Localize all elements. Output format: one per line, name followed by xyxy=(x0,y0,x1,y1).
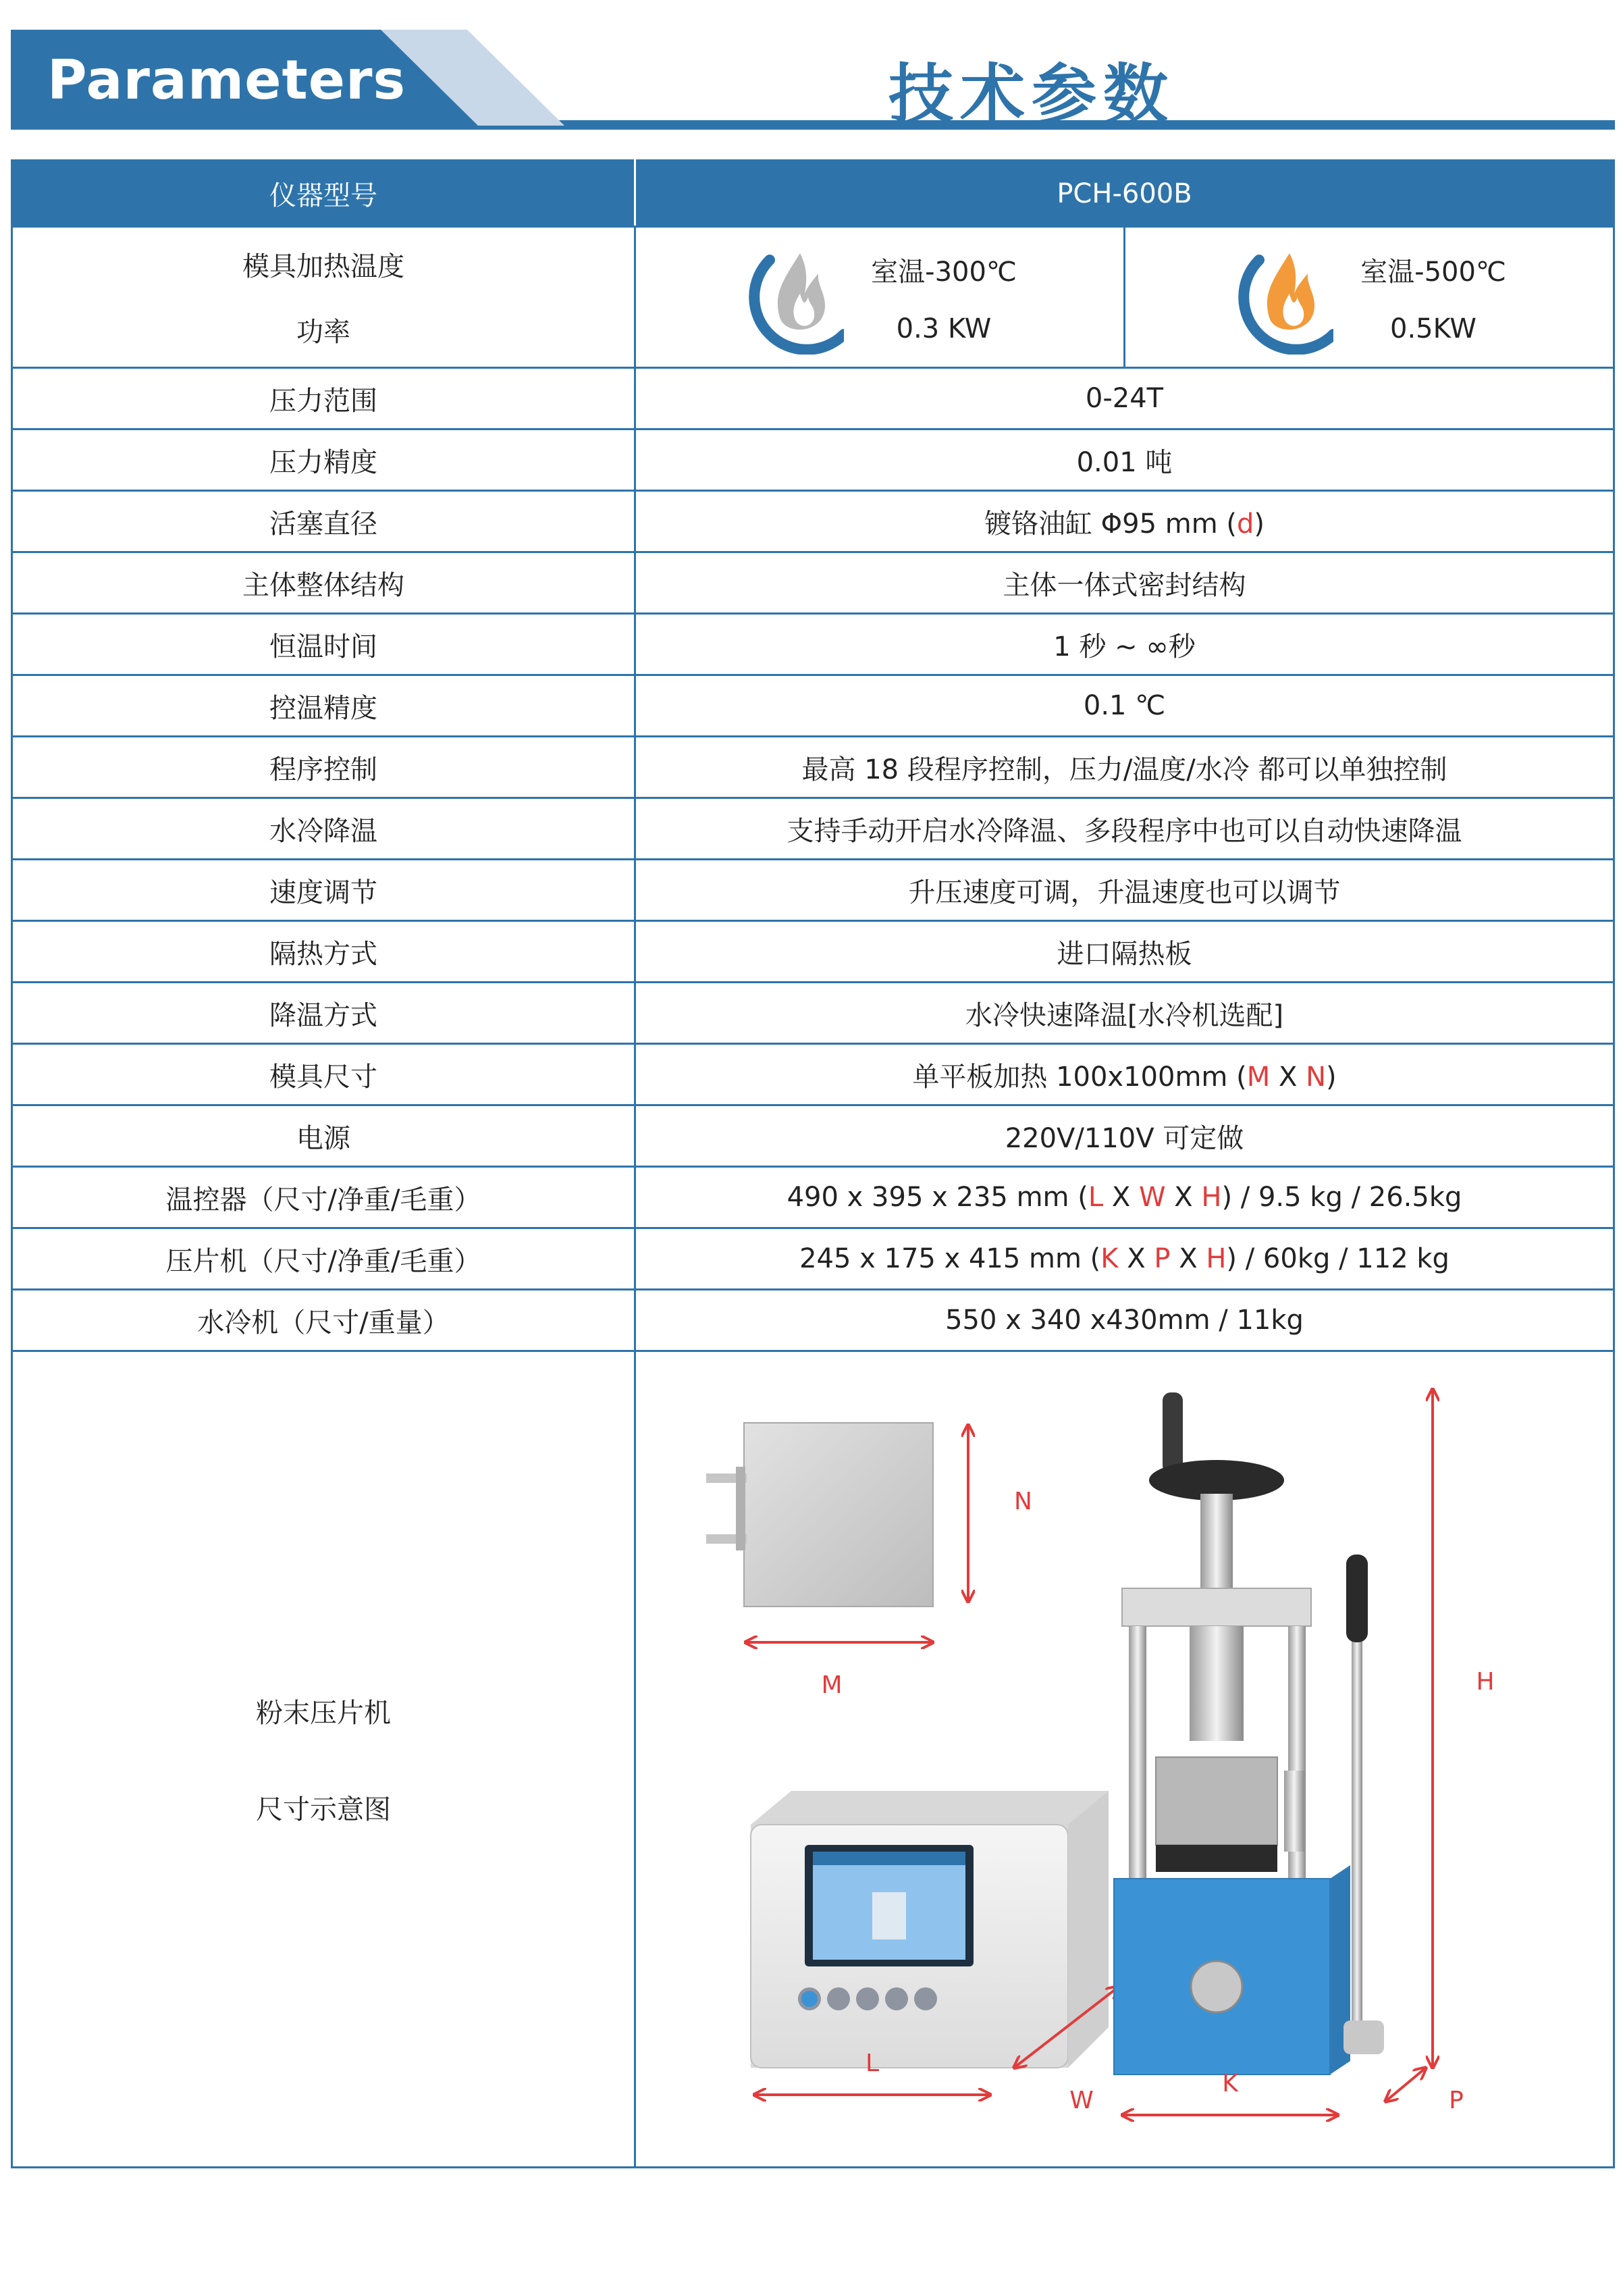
value-text: 245 x 175 x 415 mm ( xyxy=(799,1243,1101,1274)
dim-letter: M xyxy=(1246,1061,1271,1093)
row-value: 主体一体式密封结构 xyxy=(635,552,1614,614)
table-row xyxy=(12,491,1614,552)
value-text: 镀铬油缸 Φ95 mm ( xyxy=(984,508,1238,540)
heating-temp-300: 室温-300℃ xyxy=(871,256,1017,288)
figure-label-product: 粉末压片机 xyxy=(256,1698,391,1729)
heating-temp-500: 室温-500℃ xyxy=(1360,256,1506,288)
table-row xyxy=(12,1105,1614,1167)
figure-row xyxy=(12,1351,1614,2168)
dim-label-k: K xyxy=(1222,2070,1238,2097)
row-value: 水冷快速降温[水冷机选配] xyxy=(635,983,1614,1044)
heating-power-03: 0.3 KW xyxy=(896,313,992,344)
banner-title-cn: 技术参数 xyxy=(888,57,1175,132)
row-label: 模具尺寸 xyxy=(12,1044,635,1105)
value-text: ) / 60kg / 112 kg xyxy=(1226,1243,1449,1274)
table-row xyxy=(12,429,1614,491)
row-value: 0.01 吨 xyxy=(635,429,1614,491)
row-value: 1 秒 ~ ∞秒 xyxy=(635,614,1614,675)
row-label: 活塞直径 xyxy=(12,491,635,552)
value-text: 490 x 395 x 235 mm ( xyxy=(787,1182,1088,1213)
heating-option-300 xyxy=(635,227,1125,368)
row-value xyxy=(635,1044,1614,1105)
table-row xyxy=(12,1228,1614,1290)
dim-letter: H xyxy=(1201,1182,1222,1213)
header-label: 仪器型号 xyxy=(12,161,635,227)
row-value xyxy=(635,1228,1614,1290)
table-header-row xyxy=(12,161,1614,227)
table-row xyxy=(12,798,1614,860)
heating-row xyxy=(12,227,1614,368)
row-value xyxy=(635,491,1614,552)
row-value: 0-24T xyxy=(635,368,1614,429)
row-label: 水冷降温 xyxy=(12,798,635,860)
header-model: PCH-600B xyxy=(635,161,1614,227)
banner-title-en: Parameters xyxy=(47,49,406,111)
row-label: 压片机（尺寸/净重/毛重） xyxy=(12,1228,635,1290)
row-value: 最高 18 段程序控制，压力/温度/水冷 都可以单独控制 xyxy=(635,737,1614,798)
table-row xyxy=(12,552,1614,614)
table-row xyxy=(12,921,1614,983)
table-row xyxy=(12,675,1614,737)
row-label: 控温精度 xyxy=(12,675,635,737)
row-value: 550 x 340 x430mm / 11kg xyxy=(635,1290,1614,1351)
row-value: 220V/110V 可定做 xyxy=(635,1105,1614,1167)
value-text: ) xyxy=(1254,508,1265,540)
temperature-controller xyxy=(751,1791,1109,2068)
dim-label-m: M xyxy=(821,1671,843,1699)
value-text: X xyxy=(1165,1182,1202,1213)
row-label: 降温方式 xyxy=(12,983,635,1044)
row-value xyxy=(635,1167,1614,1228)
row-label: 电源 xyxy=(12,1105,635,1167)
value-text: 单平板加热 100x100mm ( xyxy=(912,1061,1247,1093)
row-label: 隔热方式 xyxy=(12,921,635,983)
value-text: ) xyxy=(1326,1061,1337,1093)
row-label: 水冷机（尺寸/重量） xyxy=(12,1290,635,1351)
value-text: ) / 9.5 kg / 26.5kg xyxy=(1221,1182,1462,1213)
heating-power-05: 0.5KW xyxy=(1390,313,1476,344)
tablet-press xyxy=(1114,1392,1384,2075)
value-text: X xyxy=(1170,1243,1206,1274)
table-row xyxy=(12,614,1614,675)
dim-letter: P xyxy=(1154,1243,1171,1274)
dim-letter: L xyxy=(1088,1182,1104,1213)
table-row xyxy=(12,737,1614,798)
spec-table xyxy=(11,159,1615,2168)
heating-label-temp: 模具加热温度 xyxy=(242,251,404,282)
dim-label-n: N xyxy=(1014,1488,1032,1515)
dim-letter: W xyxy=(1138,1182,1166,1213)
table-row xyxy=(12,983,1614,1044)
value-text: X xyxy=(1103,1182,1139,1213)
row-value: 升压速度可调，升温速度也可以调节 xyxy=(635,860,1614,921)
dim-letter: d xyxy=(1237,508,1254,540)
value-text: X xyxy=(1118,1243,1154,1274)
dim-label-p: P xyxy=(1449,2087,1464,2114)
row-label: 压力精度 xyxy=(12,429,635,491)
row-value: 0.1 ℃ xyxy=(635,675,1614,737)
table-row xyxy=(12,368,1614,429)
dimension-figure xyxy=(636,1352,1615,2166)
flame-orange-icon xyxy=(1232,240,1333,355)
dim-letter: K xyxy=(1100,1243,1119,1274)
row-label: 恒温时间 xyxy=(12,614,635,675)
row-label: 压力范围 xyxy=(12,368,635,429)
dim-label-l: L xyxy=(865,2050,880,2077)
heating-option-500 xyxy=(1125,227,1614,368)
row-label: 程序控制 xyxy=(12,737,635,798)
flame-gray-icon xyxy=(743,240,844,355)
dim-label-h: H xyxy=(1476,1668,1495,1696)
figure-label-diagram: 尺寸示意图 xyxy=(256,1794,391,1825)
dim-letter: H xyxy=(1206,1243,1227,1274)
dimension-diagram xyxy=(635,1351,1614,2168)
row-label: 温控器（尺寸/净重/毛重） xyxy=(12,1167,635,1228)
row-value: 支持手动开启水冷降温、多段程序中也可以自动快速降温 xyxy=(635,798,1614,860)
table-row xyxy=(12,1044,1614,1105)
header-banner xyxy=(11,30,1615,131)
row-label: 主体整体结构 xyxy=(12,552,635,614)
heating-label-power: 功率 xyxy=(296,317,350,348)
heating-label xyxy=(12,227,635,368)
table-row xyxy=(12,1290,1614,1351)
row-value: 进口隔热板 xyxy=(635,921,1614,983)
dim-label-w: W xyxy=(1069,2087,1094,2114)
mold-plate xyxy=(706,1423,933,1607)
table-row xyxy=(12,860,1614,921)
dim-letter: N xyxy=(1306,1061,1326,1093)
figure-label xyxy=(12,1351,635,2168)
table-row xyxy=(12,1167,1614,1228)
row-label: 速度调节 xyxy=(12,860,635,921)
value-text: X xyxy=(1270,1061,1306,1093)
